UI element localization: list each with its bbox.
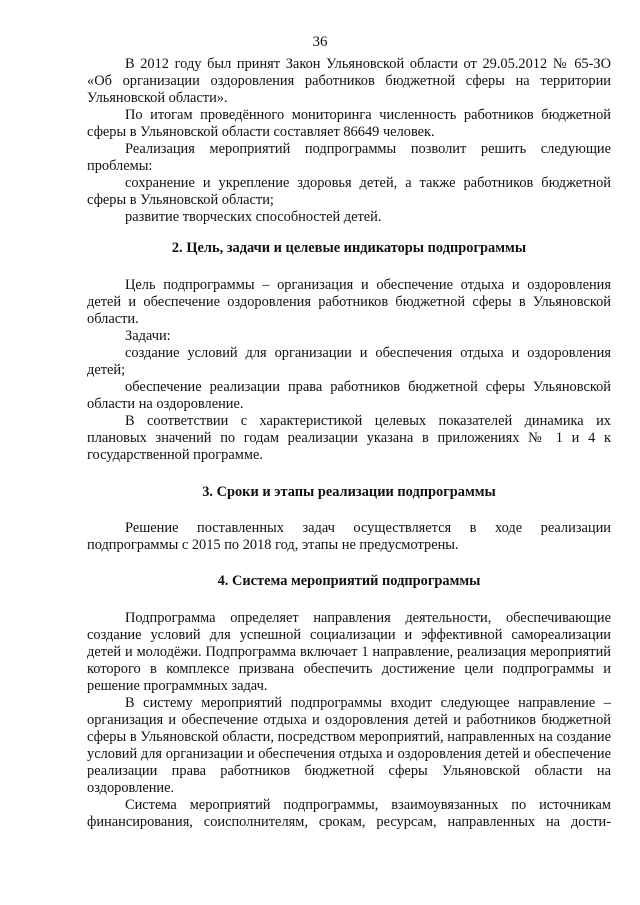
paragraph-task-1: создание условий для организации и обеспечения отдыха и оздоровления детей; — [87, 345, 611, 378]
paragraph-indicators: В соответствии с характеристикой целевых показателей динамика их плановых значений по годам реализации указана в приложениях № 1 и 4 к государственной программе. — [87, 413, 611, 463]
paragraph-system-direction: В систему мероприятий подпрограммы входит следующее направление – организация и обеспечение отдыха и оздоровления детей и работников бюджетной сферы в Ульяновской области, посредством мероприятий, направленных на создание условий для организации и обеспечения отдыха и оздоровления детей и обеспечение реализации права работников бюджетной сферы Ульяновской области на оздоровление. — [87, 695, 611, 796]
paragraph-system-continued: Система мероприятий подпрограммы, взаимоувязанных по источникам финансирования, соисполнителям, срокам, ресурсам, направленных на дости- — [87, 797, 611, 830]
paragraph-health: сохранение и укрепление здоровья детей, а также работников бюджетной сферы в Ульяновской области; — [87, 175, 611, 208]
paragraph-creative: развитие творческих способностей детей. — [125, 209, 382, 225]
paragraph-monitoring: По итогам проведённого мониторинга численность работников бюджетной сферы в Ульяновской области составляет 86649 человек. — [87, 107, 611, 140]
section-3-heading: 3. Сроки и этапы реализации подпрограммы — [202, 484, 496, 500]
page-number: 36 — [312, 34, 328, 50]
section-4-heading: 4. Система мероприятий подпрограммы — [217, 573, 481, 589]
paragraph-timeline: Решение поставленных задач осуществляется в ходе реализации подпрограммы с 2015 по 2018 год, этапы не предусмотрены. — [87, 520, 611, 553]
paragraph-directions: Подпрограмма определяет направления деятельности, обеспечивающие создание условий для успешной социализации и эффективной самореализации детей и молодёжи. Подпрограмма включает 1 направление, реализация мероприятий которого в комплексе призвана обеспечить достижение цели подпрограммы и решение программных задач. — [87, 610, 611, 694]
document-body — [87, 56, 611, 831]
paragraph-law: В 2012 году был принят Закон Ульяновской области от 29.05.2012 № 65-ЗО «Об организации оздоровления работников бюджетной сферы на территории Ульяновской области». — [87, 56, 611, 106]
paragraph-goal: Цель подпрограммы – организация и обеспечение отдыха и оздоровления детей и обеспечение оздоровления работников бюджетной сферы в Ульяновской области. — [87, 277, 611, 327]
section-2-heading: 2. Цель, задачи и целевые индикаторы подпрограммы — [171, 240, 527, 256]
paragraph-task-2: обеспечение реализации права работников бюджетной сферы Ульяновской области на оздоровление. — [87, 379, 611, 412]
paragraph-problems: Реализация мероприятий подпрограммы позволит решить следующие проблемы: — [87, 141, 611, 174]
paragraph-tasks-label: Задачи: — [125, 328, 171, 344]
